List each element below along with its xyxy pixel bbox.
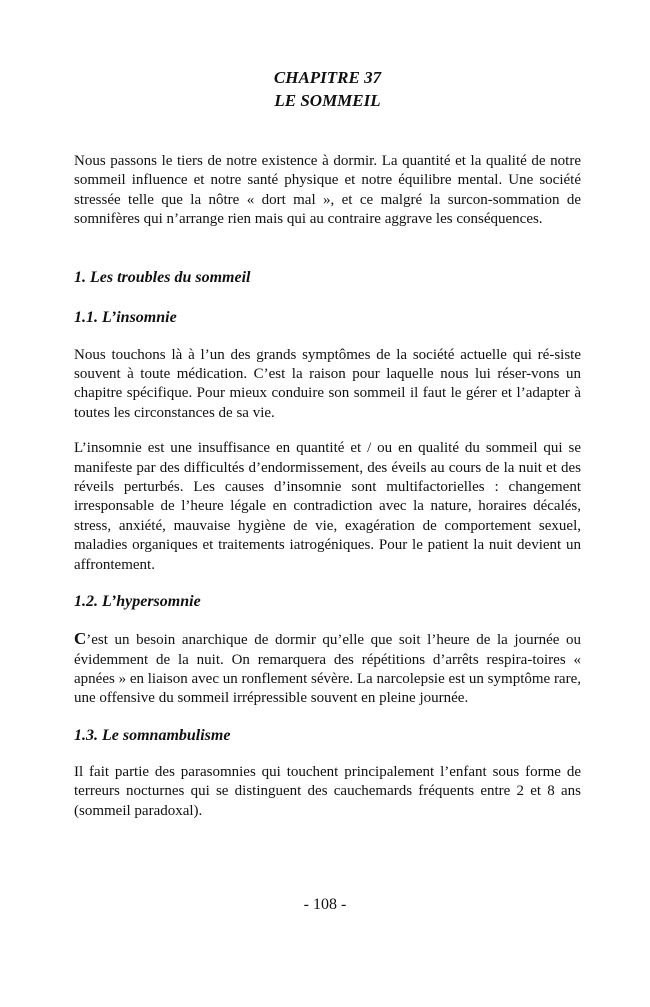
intro-paragraph: Nous passons le tiers de notre existence à dormir. La quantité et la qualité de notre sommeil influence et notre santé physique et notre équilibre mental. Une société stressée telle que la nôtre « dort mal », et ce malgré la surcon-sommation de somnifères qui n’arrange rien mais qui au contraire aggrave les conséquences. (74, 153, 581, 228)
hypersomnie-paragraph (74, 629, 581, 709)
subsection-heading-1-3: 1.3. Le somnambulisme (74, 726, 231, 744)
chapter-heading (74, 66, 581, 112)
insomnie-paragraph-2: L’insomnie est une insuffisance en quantité et / ou en qualité du sommeil qui se manifeste par des difficultés d’endormissement, des éveils au cours de la nuit et des réveils perturbés. Les causes d’insomnie sont multifactorielles : changement irresponsable de l’heure légale en contradiction avec la nature, horaires décalés, stress, anxiété, mauvaise hygiène de vie, exagération de comportement sexuel, maladies organiques et traitements iatrogéniques. Pour le patient la nuit devient un affrontement. (74, 440, 581, 573)
chapter-title: LE SOMMEIL (274, 91, 381, 110)
page-number: - 108 - (303, 896, 347, 913)
hypersomnie-text: ’est un besoin anarchique de dormir qu’elle que soit l’heure de la journée ou évidemment de la nuit. On remarquera des répétitions d’arrêts respira-toires « apnées » en liaison avec un ronflement sévère. La narcolepsie est un symptôme rare, une offensive du sommeil irrépressible souvent en pleine journée. (74, 632, 581, 707)
subsection-heading-1-1: 1.1. L’insomnie (74, 308, 177, 326)
page-body (74, 66, 581, 821)
drop-letter: C (74, 629, 87, 649)
chapter-number: CHAPITRE 37 (273, 68, 382, 87)
section-heading-1: 1. Les troubles du sommeil (74, 268, 251, 286)
somnambulisme-paragraph: Il fait partie des parasomnies qui touchent principalement l’enfant sous forme de terreurs nocturnes qui se distinguent des cauchemards fréquents entre 2 et 8 ans (sommeil paradoxal). (74, 763, 581, 819)
insomnie-paragraph-1: Nous touchons là à l’un des grands symptômes de la société actuelle qui ré-siste souvent à toute médication. C’est la raison pour laquelle nous lui réser-vons un chapitre spécifique. Pour mieux conduire son sommeil il faut le gérer et l’adapter à toutes les circonstances de sa vie. (74, 346, 581, 421)
subsection-heading-1-2: 1.2. L’hypersomnie (74, 593, 201, 611)
